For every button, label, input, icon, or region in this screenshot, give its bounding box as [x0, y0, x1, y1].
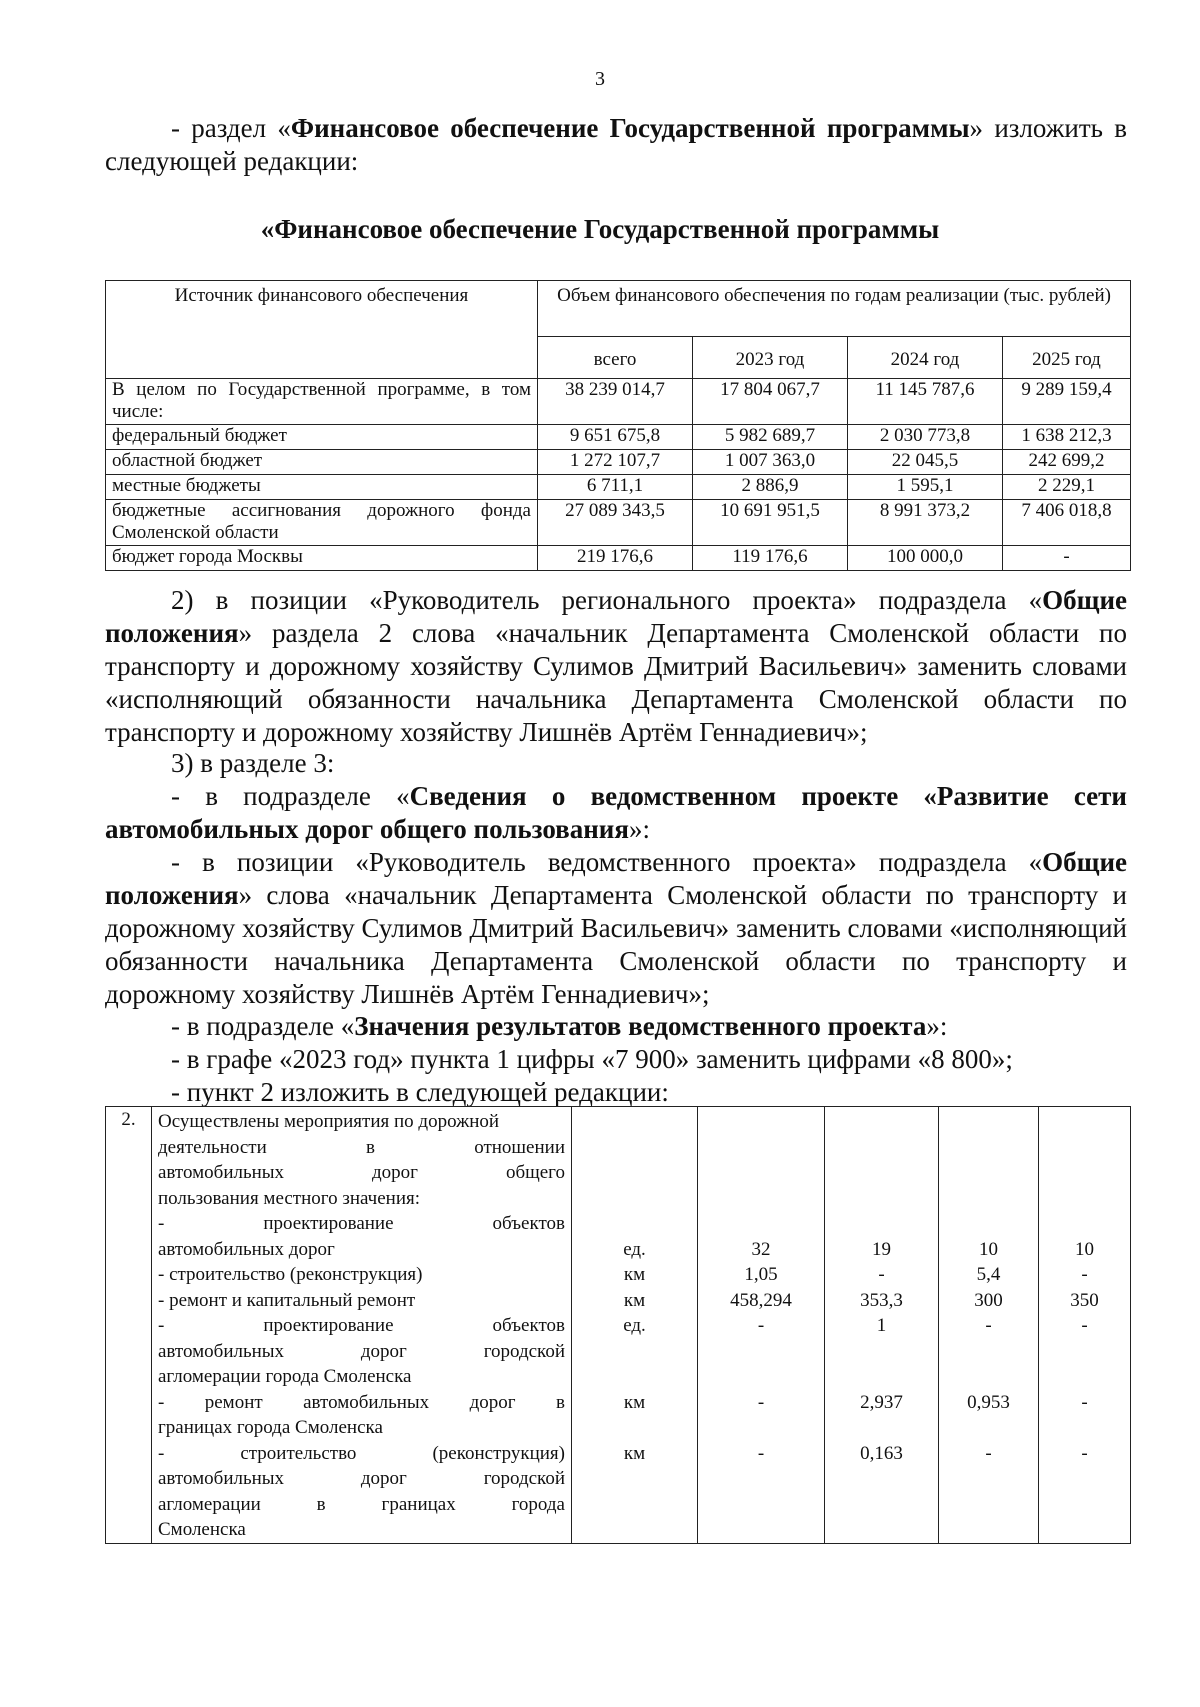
value-cell: -	[1003, 546, 1131, 571]
description-line	[158, 1339, 565, 1365]
result-value: -	[757, 1315, 765, 1336]
row-source: В целом по Государственной программе, в том числе:	[106, 379, 538, 425]
item-3-paragraph: 3) в разделе 3:	[171, 748, 335, 778]
value-cell: 119 176,6	[693, 546, 848, 571]
spacer	[704, 1186, 818, 1212]
subsection-head-paragraph: - в позиции «Руководитель ведомственного проекта» подраздела «Общие положения» слова «начальник Департамента Смоленской области по транспорту и дорожному хозяйству Сулимов Дмитрий Васильевич» заменить словами «исполняющий обязанности начальника Департамента Смоленской области по транспорту и дорожному хозяйству Лишнёв Артём Геннадиевич»;	[105, 847, 1127, 1009]
description-word: дорог	[360, 1468, 407, 1489]
value-cell: 1 595,1	[848, 475, 1003, 500]
row-number: 2.	[106, 1107, 152, 1544]
description-line: - строительство (реконструкция)	[158, 1264, 423, 1285]
result-value: 1,05	[744, 1264, 778, 1285]
spacer	[945, 1109, 1032, 1135]
col-source-header: Источник финансового обеспечения	[106, 281, 538, 379]
table-row	[106, 450, 1131, 475]
description-word: объектов	[492, 1315, 565, 1336]
spacer	[831, 1186, 932, 1212]
spacer	[704, 1109, 818, 1135]
result-total	[698, 1107, 825, 1544]
spacer	[578, 1186, 691, 1212]
result-value: -	[1081, 1442, 1088, 1464]
description-line	[158, 1441, 565, 1467]
result-value	[831, 1415, 932, 1441]
result-2023	[825, 1107, 939, 1544]
intro-paragraph: - раздел «Финансовое обеспечение Государственной программы» изложить в следующей редакции:	[105, 113, 1127, 176]
spacer	[1045, 1109, 1124, 1135]
description-word: в	[366, 1136, 375, 1158]
result-value	[831, 1339, 932, 1365]
description-line: Осуществлены мероприятия по дорожной	[158, 1111, 500, 1132]
row-source: местные бюджеты	[106, 475, 538, 500]
result-value: 0,953	[967, 1391, 1010, 1413]
value-cell: 1 638 212,3	[1003, 425, 1131, 450]
result-value	[704, 1415, 818, 1441]
item-2-paragraph: 2) в позиции «Руководитель регионального проекта» подраздела «Общие положения» раздела 2 слова «начальник Департамента Смоленской области по транспорту и дорожному хозяйству Сулимов Дмитрий Васильевич» заменить словами «исполняющий обязанности начальника Департамента Смоленской области по транспорту и дорожному хозяйству Лишнёв Артём Геннадиевич»;	[105, 585, 1127, 747]
unit-value	[578, 1339, 691, 1365]
value-cell: 7 406 018,8	[1003, 500, 1131, 546]
row-source: бюджет города Москвы	[106, 546, 538, 571]
result-value: 1	[876, 1315, 887, 1336]
unit-value: км	[623, 1289, 646, 1311]
result-value: -	[1081, 1315, 1088, 1336]
result-value	[945, 1364, 1032, 1390]
table-row	[106, 425, 1131, 450]
sub-header-2024: 2024 год	[848, 337, 1003, 379]
value-cell: 9 289 159,4	[1003, 379, 1131, 425]
description-word: в	[316, 1493, 326, 1515]
result-value: -	[985, 1315, 992, 1336]
spacer	[1045, 1160, 1124, 1186]
spacer	[945, 1211, 1032, 1237]
result-value	[831, 1364, 932, 1390]
result-value: 2,937	[860, 1391, 903, 1413]
spacer	[578, 1211, 691, 1237]
table-row	[106, 546, 1131, 571]
description-line	[158, 1211, 565, 1237]
spacer	[831, 1160, 932, 1186]
unit-value: км	[623, 1264, 646, 1285]
result-value	[704, 1339, 818, 1365]
description-word: объектов	[492, 1213, 565, 1234]
result-value: -	[985, 1442, 992, 1464]
results-table	[105, 1106, 1131, 1544]
description-line	[158, 1135, 565, 1161]
result-value: -	[1081, 1391, 1088, 1413]
result-value: 353,3	[860, 1289, 903, 1311]
result-value: 10	[1075, 1238, 1094, 1260]
description-word: строительство	[240, 1442, 357, 1464]
description-word: в	[555, 1391, 565, 1413]
description-line	[158, 1492, 565, 1518]
value-cell: 1 272 107,7	[538, 450, 693, 475]
value-cell: 2 886,9	[693, 475, 848, 500]
financing-table	[105, 280, 1131, 571]
table-row	[106, 500, 1131, 546]
description-word: города	[511, 1493, 565, 1515]
result-value	[1045, 1364, 1124, 1390]
row-source: федеральный бюджет	[106, 425, 538, 450]
sub-header-2025: 2025 год	[1003, 337, 1131, 379]
description-word: дорог	[360, 1340, 407, 1362]
description-word: -	[158, 1315, 165, 1336]
spacer	[704, 1135, 818, 1161]
value-cell: 242 699,2	[1003, 450, 1131, 475]
spacer	[1045, 1186, 1124, 1212]
result-value	[1045, 1339, 1124, 1365]
description-word: -	[158, 1213, 165, 1234]
description-word: (реконструкция)	[432, 1442, 565, 1464]
item-1-change-paragraph: - в графе «2023 год» пункта 1 цифры «7 900» заменить цифрами «8 800»;	[171, 1044, 1013, 1074]
value-cell: 2 229,1	[1003, 475, 1131, 500]
description-word: границах	[381, 1493, 456, 1515]
value-cell: 6 711,1	[538, 475, 693, 500]
result-value: -	[757, 1442, 765, 1464]
description-word: деятельности	[158, 1136, 267, 1158]
unit-value: ед.	[623, 1238, 646, 1260]
result-value	[704, 1364, 818, 1390]
result-value: 350	[1070, 1289, 1099, 1311]
spacer	[1045, 1211, 1124, 1237]
value-cell: 17 804 067,7	[693, 379, 848, 425]
description-word: отношении	[474, 1136, 565, 1158]
unit-value: км	[623, 1442, 646, 1464]
spacer	[704, 1211, 818, 1237]
spacer	[578, 1160, 691, 1186]
item-2-replace-paragraph: - пункт 2 изложить в следующей редакции:	[171, 1077, 669, 1107]
description-line: автомобильных дорог	[158, 1238, 335, 1260]
result-value: 458,294	[730, 1289, 792, 1311]
spacer	[945, 1160, 1032, 1186]
description-word: -	[158, 1391, 165, 1413]
value-cell: 10 691 951,5	[693, 500, 848, 546]
table-row	[106, 475, 1131, 500]
spacer	[831, 1109, 932, 1135]
spacer	[704, 1160, 818, 1186]
value-cell: 22 045,5	[848, 450, 1003, 475]
spacer	[578, 1109, 691, 1135]
value-cell: 1 007 363,0	[693, 450, 848, 475]
result-value: 19	[872, 1238, 891, 1260]
description-line: - ремонт и капитальный ремонт	[158, 1289, 416, 1311]
result-value	[945, 1415, 1032, 1441]
col-volume-header: Объем финансового обеспечения по годам реализации (тыс. рублей)	[538, 281, 1131, 337]
row-source: бюджетные ассигнования дорожного фонда Смоленской области	[106, 500, 538, 546]
result-value	[1045, 1415, 1124, 1441]
description-line: агломерации города Смоленска	[158, 1366, 412, 1387]
description-word: проектирование	[263, 1213, 394, 1234]
result-value	[945, 1339, 1032, 1365]
description-word: -	[158, 1442, 165, 1464]
table-row	[106, 379, 1131, 425]
description-line: границах города Смоленска	[158, 1417, 383, 1438]
result-value: 0,163	[860, 1442, 903, 1464]
table-row	[106, 1107, 1131, 1544]
spacer	[831, 1135, 932, 1161]
subsection-info-paragraph: - в подразделе «Сведения о ведомственном проекте «Развитие сети автомобильных дорог общего пользования»:	[105, 781, 1127, 844]
unit-value	[578, 1415, 691, 1441]
result-value: 32	[751, 1238, 771, 1260]
result-value: -	[878, 1264, 885, 1285]
description-word: агломерации	[158, 1493, 261, 1515]
spacer	[1045, 1135, 1124, 1161]
description-line	[158, 1313, 565, 1339]
result-2024	[939, 1107, 1039, 1544]
value-cell: 9 651 675,8	[538, 425, 693, 450]
result-value: 10	[979, 1238, 998, 1260]
description-word: проектирование	[263, 1315, 394, 1336]
financing-heading: «Финансовое обеспечение Государственной программы	[260, 214, 940, 244]
row-source: областной бюджет	[106, 450, 538, 475]
spacer	[831, 1211, 932, 1237]
value-cell: 38 239 014,7	[538, 379, 693, 425]
description-word: ремонт	[204, 1391, 263, 1413]
page-number: 3	[595, 68, 605, 90]
spacer	[578, 1135, 691, 1161]
result-units	[572, 1107, 698, 1544]
value-cell: 8 991 373,2	[848, 500, 1003, 546]
description-line: пользования местного значения:	[158, 1187, 421, 1209]
description-word: городской	[483, 1468, 565, 1489]
description-word: городской	[483, 1340, 565, 1362]
result-2025	[1039, 1107, 1131, 1544]
value-cell: 219 176,6	[538, 546, 693, 571]
value-cell: 100 000,0	[848, 546, 1003, 571]
result-value: 300	[974, 1289, 1003, 1311]
description-word: автомобильных	[158, 1468, 285, 1489]
result-value: -	[1081, 1264, 1088, 1285]
value-cell: 27 089 343,5	[538, 500, 693, 546]
description-word: дорог	[372, 1162, 418, 1183]
unit-value: ед.	[623, 1315, 646, 1336]
unit-value: км	[623, 1391, 646, 1413]
description-word: автомобильных	[158, 1162, 285, 1183]
sub-header-2023: 2023 год	[693, 337, 848, 379]
value-cell: 11 145 787,6	[848, 379, 1003, 425]
sub-header-total: всего	[538, 337, 693, 379]
description-line	[158, 1160, 565, 1186]
result-value: -	[757, 1391, 765, 1413]
description-word: автомобильных	[158, 1340, 285, 1362]
subsection-results-paragraph: - в подразделе «Значения результатов ведомственного проекта»:	[171, 1011, 948, 1041]
result-description	[152, 1107, 572, 1544]
value-cell: 2 030 773,8	[848, 425, 1003, 450]
description-word: дорог	[469, 1391, 516, 1413]
result-value: 5,4	[976, 1264, 1001, 1285]
spacer	[945, 1186, 1032, 1212]
description-word: общего	[505, 1162, 565, 1183]
description-line	[158, 1390, 565, 1416]
unit-value	[578, 1364, 691, 1390]
value-cell: 5 982 689,7	[693, 425, 848, 450]
spacer	[945, 1135, 1032, 1161]
description-line	[158, 1466, 565, 1492]
description-word: автомобильных	[303, 1391, 430, 1413]
description-line: Смоленска	[158, 1519, 246, 1540]
